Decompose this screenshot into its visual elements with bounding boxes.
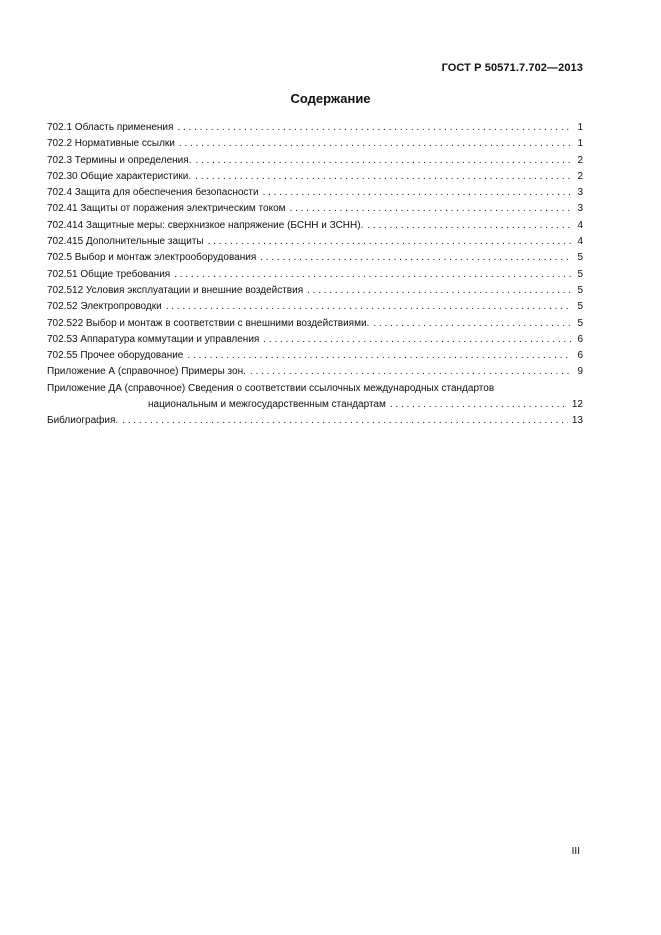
toc-entry-page: 4 bbox=[577, 236, 583, 248]
toc-entry-page: 5 bbox=[577, 317, 583, 329]
toc-entry-page: 1 bbox=[577, 122, 583, 133]
toc-entry[interactable] bbox=[47, 153, 583, 169]
toc-entry[interactable] bbox=[47, 234, 583, 250]
toc-leader-dots bbox=[179, 136, 571, 152]
toc-entry-text: 702.522 Выбор и монтаж в соответствии с внешними воздействиями. bbox=[47, 317, 370, 329]
toc-entry[interactable] bbox=[47, 136, 583, 152]
toc-entry-text: Библиография. bbox=[47, 415, 119, 427]
toc-entry-page: 2 bbox=[577, 170, 583, 182]
toc-entry-appendix-da[interactable] bbox=[47, 381, 583, 414]
toc-entry-page: 1 bbox=[577, 138, 583, 150]
toc-entry-text: 702.4 Защита для обеспечения безопасности bbox=[47, 187, 259, 199]
toc-entry-text: 702.5 Выбор и монтаж электрооборудования bbox=[47, 252, 257, 264]
toc-entry-text-line1: Приложение ДА (справочное) Сведения о соответствии ссылочных международных стандартов bbox=[47, 382, 495, 394]
toc-entry-page: 5 bbox=[577, 301, 583, 313]
toc-entry[interactable] bbox=[47, 316, 583, 332]
toc-leader-dots bbox=[187, 348, 571, 364]
toc-entry[interactable] bbox=[47, 283, 583, 299]
toc-entry[interactable] bbox=[47, 250, 583, 266]
toc-title: Содержание bbox=[290, 91, 371, 106]
toc-entry-text: 702.41 Защиты от поражения электрическим током bbox=[47, 203, 286, 215]
toc-entry-text: 702.1 Область применения bbox=[47, 122, 174, 133]
toc-leader-dots bbox=[195, 153, 571, 169]
toc-entry-text-line2: национальным и межгосударственным стандартам bbox=[148, 399, 386, 411]
toc-entry-text: 702.512 Условия эксплуатации и внешние воздействия bbox=[47, 284, 304, 296]
toc-leader-dots bbox=[307, 283, 571, 299]
toc-entry-text: 702.3 Термины и определения. bbox=[47, 154, 192, 166]
table-of-contents bbox=[47, 120, 583, 430]
toc-entry-page: 4 bbox=[577, 219, 583, 231]
toc-leader-dots bbox=[195, 169, 571, 185]
toc-entry-page: 5 bbox=[577, 268, 583, 280]
toc-entry-page: 5 bbox=[577, 284, 583, 296]
document-code: ГОСТ Р 50571.7.702—2013 bbox=[441, 62, 583, 74]
toc-leader-dots bbox=[263, 332, 571, 348]
toc-entry[interactable] bbox=[47, 169, 583, 185]
toc-leader-dots bbox=[367, 218, 571, 234]
toc-entry-page: 3 bbox=[577, 203, 583, 215]
toc-entry[interactable] bbox=[47, 201, 583, 217]
toc-entry-text: 702.415 Дополнительные защиты bbox=[47, 236, 204, 248]
toc-entry-page: 12 bbox=[571, 399, 583, 411]
toc-entry-text: 702.2 Нормативные ссылки bbox=[47, 138, 175, 150]
toc-entry[interactable] bbox=[47, 120, 583, 136]
page-number: III bbox=[571, 846, 580, 857]
toc-entry-text: Приложение А (справочное) Примеры зон. bbox=[47, 366, 246, 378]
toc-entry-text: 702.30 Общие характеристики. bbox=[47, 170, 192, 182]
toc-entry-text: 702.52 Электропроводки bbox=[47, 301, 162, 313]
toc-entry-text: 702.55 Прочее оборудование bbox=[47, 350, 184, 362]
toc-entry-page: 3 bbox=[577, 187, 583, 199]
toc-leader-dots bbox=[166, 299, 571, 315]
toc-entry-text: 702.414 Защитные меры: сверхнизкое напряжение (БСНН и ЗСНН). bbox=[47, 219, 364, 231]
toc-leader-dots bbox=[174, 267, 571, 283]
toc-entry-page: 13 bbox=[571, 415, 583, 427]
toc-entry[interactable] bbox=[47, 299, 583, 315]
toc-entry-page: 6 bbox=[577, 350, 583, 362]
toc-entry[interactable] bbox=[47, 348, 583, 364]
toc-leader-dots bbox=[260, 250, 571, 266]
toc-entry-page: 2 bbox=[577, 154, 583, 166]
toc-leader-dots bbox=[177, 120, 571, 136]
toc-entry-text: 702.51 Общие требования bbox=[47, 268, 171, 280]
toc-entry[interactable] bbox=[47, 332, 583, 348]
toc-entry[interactable] bbox=[47, 267, 583, 283]
toc-entry-text: 702.53 Аппаратура коммутации и управления bbox=[47, 333, 260, 345]
toc-entry[interactable] bbox=[47, 364, 583, 380]
toc-entry-page: 9 bbox=[577, 366, 583, 378]
toc-leader-dots bbox=[122, 413, 568, 429]
toc-entry-page: 6 bbox=[577, 333, 583, 345]
toc-leader-dots bbox=[290, 201, 571, 217]
toc-leader-dots bbox=[373, 316, 571, 332]
toc-entry-page: 5 bbox=[577, 252, 583, 264]
toc-entry-bibliography[interactable] bbox=[47, 413, 583, 429]
toc-entry[interactable] bbox=[47, 185, 583, 201]
toc-entry[interactable] bbox=[47, 218, 583, 234]
toc-leader-dots bbox=[263, 185, 571, 201]
toc-leader-dots bbox=[250, 364, 571, 380]
toc-leader-dots bbox=[390, 397, 568, 413]
toc-leader-dots bbox=[208, 234, 571, 250]
